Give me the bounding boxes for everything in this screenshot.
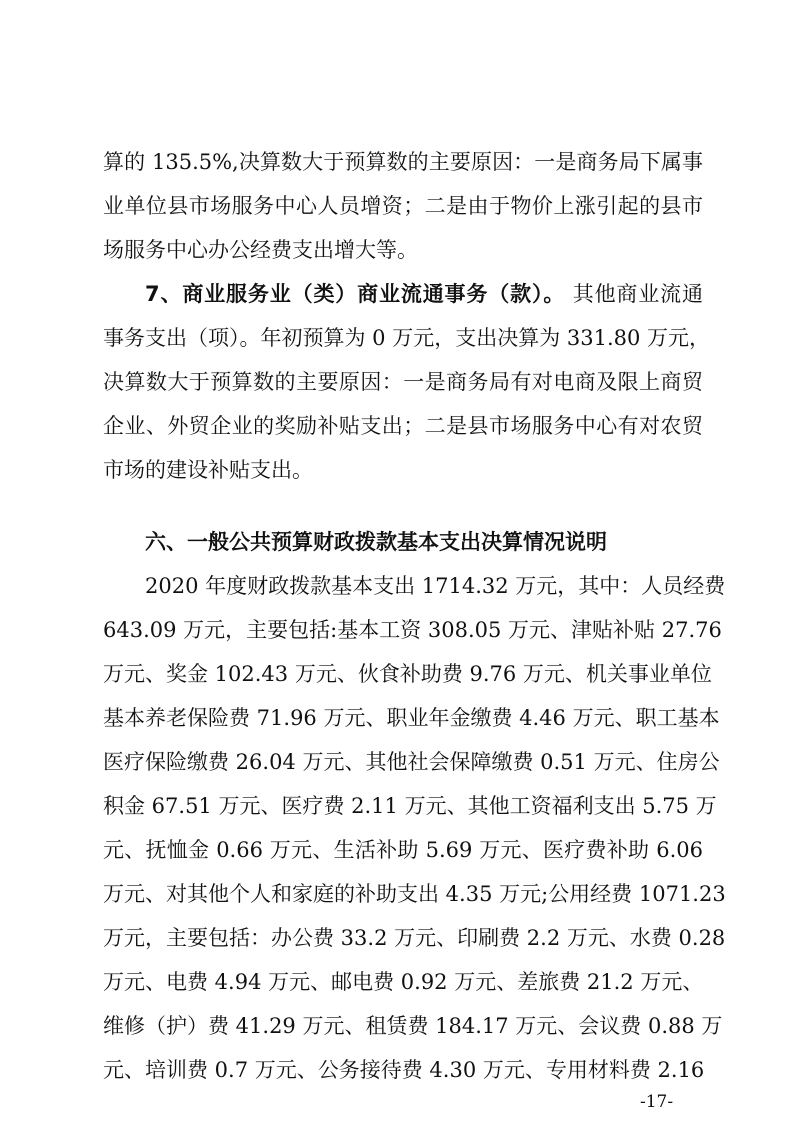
paragraph-line: 算的 135.5%,决算数大于预算数的主要原因：一是商务局下属事 — [103, 150, 703, 174]
paragraph-line: 万元、对其他个人和家庭的补助支出 4.35 万元;公用经费 1071.23 — [103, 882, 726, 906]
item7-first-line-rest: 其他商业流通 — [572, 282, 703, 306]
page-number: -17- — [640, 1092, 674, 1112]
paragraph-line: 企业、外贸企业的奖励补贴支出；二是县市场服务中心有对农贸 — [103, 414, 703, 438]
paragraph-line: 医疗保险缴费 26.04 万元、其他社会保障缴费 0.51 万元、住房公 — [103, 750, 720, 774]
paragraph-line: 万元、奖金 102.43 万元、伙食补助费 9.76 万元、机关事业单位 — [103, 662, 712, 686]
paragraph-line: 基本养老保险费 71.96 万元、职业年金缴费 4.46 万元、职工基本 — [103, 706, 720, 730]
paragraph-line: 万元、电费 4.94 万元、邮电费 0.92 万元、差旅费 21.2 万元、 — [103, 970, 704, 994]
item7-heading: 7、商业服务业（类）商业流通事务（款）。 — [145, 282, 566, 306]
paragraph-line: 场服务中心办公经费支出增大等。 — [103, 238, 418, 262]
item7-first-line — [145, 279, 703, 310]
paragraph-line: 事务支出（项）。年初预算为 0 万元，支出决算为 331.80 万元， — [103, 326, 711, 350]
paragraph-line: 元、培训费 0.7 万元、公务接待费 4.30 万元、专用材料费 2.16 — [103, 1058, 705, 1082]
paragraph-line: 市场的建设补贴支出。 — [103, 458, 313, 482]
paragraph-line: 维修（护）费 41.29 万元、租赁费 184.17 万元、会议费 0.88 万 — [103, 1014, 723, 1038]
paragraph-line: 万元，主要包括：办公费 33.2 万元、印刷费 2.2 万元、水费 0.28 — [103, 926, 726, 950]
paragraph-line: 2020 年度财政拨款基本支出 1714.32 万元，其中：人员经费 — [145, 574, 726, 598]
paragraph-line: 积金 67.51 万元、医疗费 2.11 万元、其他工资福利支出 5.75 万 — [103, 794, 717, 818]
paragraph-line: 决算数大于预算数的主要原因：一是商务局有对电商及限上商贸 — [103, 370, 703, 394]
paragraph-line: 元、抚恤金 0.66 万元、生活补助 5.69 万元、医疗费补助 6.06 — [103, 838, 703, 862]
paragraph-line: 业单位县市场服务中心人员增资；二是由于物价上涨引起的县市 — [103, 194, 703, 218]
section-heading: 六、一般公共预算财政拨款基本支出决算情况说明 — [145, 530, 607, 554]
paragraph-line: 643.09 万元，主要包括:基本工资 308.05 万元、津贴补贴 27.76 — [103, 618, 722, 642]
